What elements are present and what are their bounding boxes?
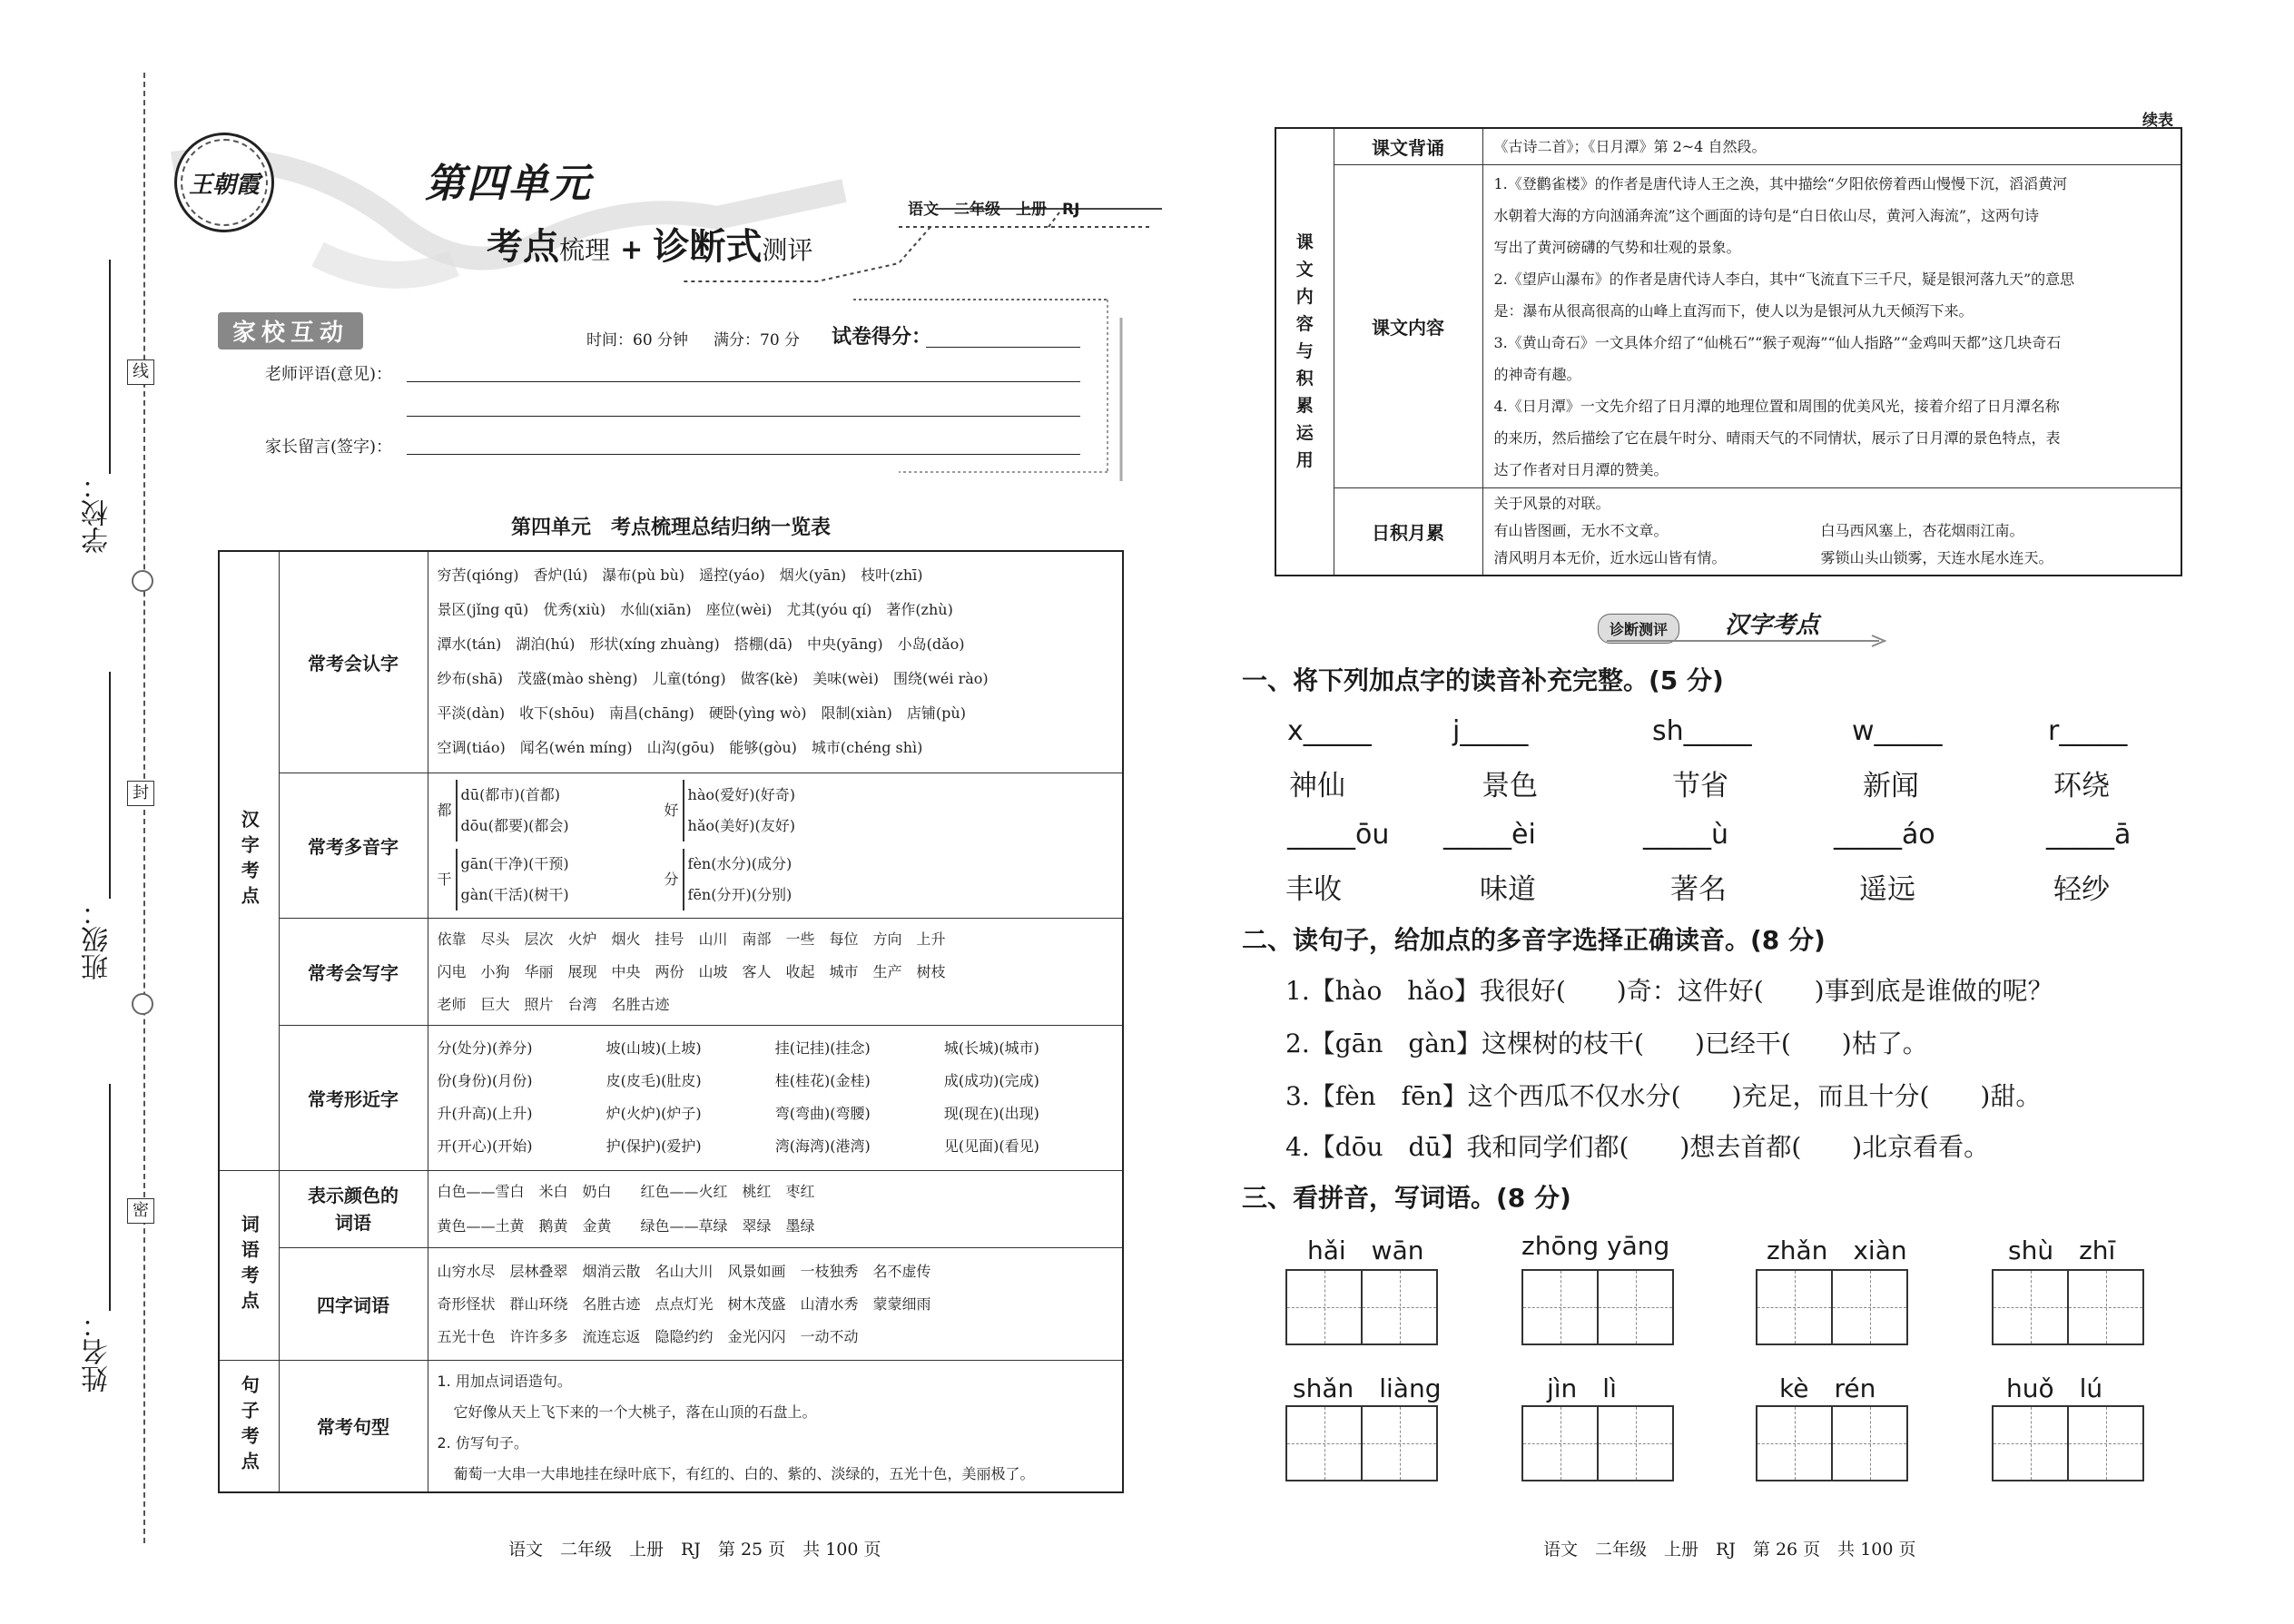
word: 著名: [1670, 873, 1727, 906]
pinyin-label: shǎn liàng: [1293, 1373, 1442, 1403]
list-item: 2. 仿写句子。: [437, 1433, 528, 1452]
continued-label: 续表: [2142, 112, 2173, 130]
list-item: 份(身份)(月份): [437, 1072, 533, 1089]
list-item: 写出了黄河磅礴的气势和壮观的景象。: [1493, 238, 1741, 256]
q2-sentence[interactable]: 2.【gān gàn】这棵树的枝干( )已经干( )枯了。: [1285, 1029, 1928, 1058]
list-item: 湾(海湾)(港湾): [774, 1137, 871, 1155]
answer-blank[interactable]: _____áo: [1834, 819, 1935, 851]
xingjin-label: 常考形近字: [279, 1025, 428, 1170]
question-1: 一、将下列加点字的读音补充完整。(5 分): [1242, 665, 1724, 695]
section-arrow-icon: [1607, 632, 1897, 650]
pinyin-label: shù zhī: [2008, 1235, 2116, 1265]
list-item: 1.《登鹳雀楼》的作者是唐代诗人王之涣，其中描绘“夕阳依傍着西山慢慢下沉，滔滔黄河: [1493, 174, 2067, 192]
renshi-content: [428, 551, 1123, 773]
list-item: 4.《日月潭》一文先介绍了日月潭的地理位置和周围的优美风光，接着介绍了日月潭名称: [1493, 397, 2060, 415]
list-item: 平淡(dàn) 收下(shōu) 南昌(chāng) 硬卧(yìng wò) 限制(xiàn) 店铺(pù): [437, 704, 966, 723]
q2-sentence[interactable]: 3.【fèn fēn】这个西瓜不仅水分( )充足，而且十分( )甜。: [1285, 1081, 2042, 1111]
list-item: 2.《望庐山瀑布》的作者是唐代诗人李白，其中“飞流直下三千尺，疑是银河落九天”的意思: [1493, 270, 2075, 288]
list-item: 分(处分)(养分): [437, 1039, 533, 1057]
renshi-label: 常考会认字: [279, 551, 428, 773]
list-item: 1. 用加点词语造句。: [437, 1372, 572, 1390]
pinyin-label: hǎi wān: [1307, 1235, 1424, 1265]
page-subtitle: [487, 218, 812, 270]
teacher-comment-line[interactable]: [407, 416, 1080, 417]
jiaxiao-banner: 家校互动: [218, 312, 363, 349]
unit-title: 第四单元: [425, 161, 592, 207]
pinyin-label: huǒ lú: [2006, 1373, 2103, 1403]
word: 轻纱: [2053, 873, 2110, 906]
school-write-line[interactable]: [109, 260, 111, 474]
subtitle-shuli: 梳理: [559, 235, 611, 265]
subtitle-plus: +: [620, 234, 644, 266]
q2-sentence[interactable]: 1.【hào hǎo】我很好( )奇：这件好( )事到底是谁做的呢？: [1285, 976, 2053, 1006]
binding-hole: [132, 570, 153, 592]
writing-grid[interactable]: [1521, 1269, 1674, 1345]
question-3: 三、看拼音，写词语。(8 分): [1242, 1183, 1571, 1213]
list-item: 老师 巨大 照片 台湾 名胜古迹: [437, 996, 670, 1013]
duoyin-group: 分 fèn(水分)(成分) fēn(分开)(分别): [665, 849, 891, 910]
school-label: 学校：: [82, 472, 113, 554]
writing-grid[interactable]: [1756, 1269, 1908, 1345]
binding-mark-line: 线: [127, 359, 154, 385]
list-item: 达了作者对日月潭的赞美。: [1493, 460, 1669, 478]
list-item: 现(现在)(出现): [943, 1105, 1039, 1122]
parent-message-line[interactable]: [407, 454, 1080, 455]
name-label: 姓名：: [82, 1311, 113, 1393]
teacher-comment-line[interactable]: [407, 381, 1080, 382]
list-item: 纱布(shā) 茂盛(mào shèng) 儿童(tóng) 做客(kè) 美味(wèi) 围绕(wéi rào): [437, 670, 989, 688]
yanse-label: 表示颜色的词语: [279, 1170, 428, 1247]
word: 丰收: [1285, 873, 1342, 906]
list-item: 成(成功)(完成): [943, 1072, 1039, 1089]
q2-sentence[interactable]: 4.【dōu dū】我和同学们都( )想去首都( )北京看看。: [1285, 1132, 1990, 1162]
list-item: 是：瀑布从很高很高的山峰上直泻而下，使人以为是银河从九天倾泻下来。: [1493, 301, 1974, 320]
list-item: 山穷水尽 层林叠翠 烟消云散 名山大川 风景如画 一枝独秀 名不虚传: [437, 1263, 931, 1280]
duoyin-content: [428, 773, 1123, 918]
diagnosis-tag: 诊断测评: [1598, 614, 1679, 644]
couplet: 白马西风塞上，杏花烟雨江南。: [1820, 522, 2024, 540]
list-item: 桂(桂花)(金桂): [774, 1072, 871, 1089]
beisong-label: 课文背诵: [1334, 128, 1482, 165]
list-item: 葡萄一大串一大串地挂在绿叶底下，有红的、白的、紫的、淡绿的，五光十色，美丽极了。: [453, 1464, 1035, 1482]
list-item: 的来历，然后描绘了它在晨午时分、晴雨天气的不同情状，展示了日月潭的景色特点，表: [1493, 428, 2061, 447]
list-item: 闪电 小狗 华丽 展现 中央 两份 山坡 客人 收起 城市 生产 树枝: [437, 963, 946, 980]
list-item: 城(长城)(城市): [943, 1039, 1039, 1057]
list-item: 3.《黄山奇石》一文具体介绍了“仙桃石”“猴子观海”“仙人指路”“金鸡叫天都”这几块奇石: [1493, 333, 2062, 351]
exam-fullscore: 满分：70 分: [714, 331, 801, 349]
juxing-label: 常考句型: [279, 1360, 428, 1492]
binding-hole: [132, 993, 153, 1015]
list-item: 白色——雪白 米白 奶白 红色——火红 桃红 枣红: [437, 1182, 815, 1200]
header-decoration: [154, 109, 1171, 490]
duoyin-label: 常考多音字: [279, 773, 428, 918]
neirong-label: 课文内容: [1334, 165, 1482, 488]
list-item: 弯(弯曲)(弯腰): [774, 1105, 871, 1122]
exam-score-label: 试卷得分：: [832, 326, 932, 349]
writing-grid[interactable]: [1992, 1405, 2144, 1481]
list-item: 奇形怪状 群山环绕 名胜古迹 点点灯光 树木茂盛 山清水秀 蒙蒙细雨: [437, 1295, 931, 1313]
list-item: 炉(火炉)(炉子): [605, 1105, 702, 1122]
answer-blank[interactable]: w_____: [1852, 715, 1943, 747]
couplet: 清风明月本无价，近水远山皆有情。: [1493, 549, 1727, 567]
list-item: 空调(tiáo) 闻名(wén míng) 山沟(gōu) 能够(gòu) 城市(chéng shì): [437, 739, 923, 757]
duoyin-group: 干 gān(干净)(干预) gàn(干活)(树干): [438, 849, 665, 910]
sizi-content: [428, 1247, 1123, 1360]
category-kewen: 课文内容与积累运用: [1275, 128, 1334, 576]
list-item: 护(保护)(爱护): [605, 1137, 702, 1155]
list-item: 升(升高)(上升): [437, 1105, 533, 1122]
answer-blank[interactable]: j_____: [1452, 715, 1529, 747]
rjyl-head: 关于风景的对联。: [1493, 495, 1610, 513]
pinyin-label: zhōng yāng: [1521, 1231, 1670, 1261]
brand-logo: [174, 133, 274, 232]
word: 环绕: [2053, 770, 2110, 802]
binding-dashed-line: [143, 73, 145, 1543]
duoyin-group: 都 dū(都市)(首都) dōu(都要)(都会): [438, 780, 665, 842]
word: 景色: [1482, 770, 1538, 802]
class-label: 班级：: [82, 899, 113, 980]
class-write-line[interactable]: [109, 672, 111, 899]
sizi-label: 四字词语: [279, 1247, 428, 1360]
list-item: 穷苦(qióng) 香炉(lú) 瀑布(pù bù) 遥控(yáo) 烟火(yān) 枝叶(zhī): [437, 566, 923, 585]
list-item: 黄色——土黄 鹅黄 金黄 绿色——草绿 翠绿 墨绿: [437, 1216, 815, 1235]
neirong-content: [1482, 165, 2181, 488]
footer-right: 语文 二年级 上册 RJ 第 26 页 共 100 页: [1543, 1540, 1916, 1560]
summary-title: 第四单元 考点梳理总结归纳一览表: [510, 517, 831, 539]
rjyl-label: 日积月累: [1334, 488, 1482, 576]
category-juzi: 句子考点: [219, 1360, 279, 1492]
writing-grid[interactable]: [1285, 1405, 1438, 1481]
juxing-content: [428, 1360, 1123, 1492]
footer-left: 语文 二年级 上册 RJ 第 25 页 共 100 页: [508, 1540, 881, 1560]
exam-score-line[interactable]: [926, 347, 1080, 348]
brand-logo-text: 王朝霞: [188, 172, 260, 199]
rjyl-content: [1482, 488, 2181, 576]
word: 节省: [1672, 770, 1728, 802]
answer-blank[interactable]: _____ù: [1643, 819, 1729, 851]
list-item: 挂(记挂)(挂念): [774, 1039, 871, 1057]
teacher-comment-label: 老师评语(意见)：: [265, 365, 393, 384]
writing-grid[interactable]: [1285, 1269, 1438, 1345]
word: 新闻: [1863, 770, 1919, 802]
list-item: 景区(jǐng qū) 优秀(xiù) 水仙(xiān) 座位(wèi) 尤其(yóu qí) 著作(zhù): [437, 601, 953, 619]
course-info: 语文 二年级 上册 RJ: [908, 201, 1080, 219]
answer-blank[interactable]: sh_____: [1652, 715, 1752, 747]
binding-mark-secret: 密: [127, 1198, 154, 1224]
list-item: 皮(皮毛)(肚皮): [605, 1072, 702, 1089]
pinyin-label: zhǎn xiàn: [1767, 1235, 1907, 1265]
list-item: 水朝着大海的方向汹涌奔流”这个画面的诗句是“白日依山尽，黄河入海流”，这两句诗: [1493, 206, 2040, 224]
parent-message-label: 家长留言(签字)：: [265, 438, 393, 457]
writing-grid[interactable]: [1521, 1405, 1674, 1481]
word: 味道: [1480, 873, 1536, 906]
question-2: 二、读句子，给加点的多音字选择正确读音。(8 分): [1242, 925, 1826, 955]
beisong-content: 《古诗二首》；《日月潭》第 2~4 自然段。: [1482, 128, 2181, 165]
couplet: 雾锁山头山锁雾，天连水尾水连天。: [1820, 549, 2053, 567]
pinyin-label: kè rén: [1779, 1373, 1876, 1403]
writing-grid[interactable]: [1992, 1269, 2144, 1345]
xiezi-label: 常考会写字: [279, 918, 428, 1025]
duoyin-group: 好 hào(爱好)(好奇) hǎo(美好)(友好): [665, 780, 891, 842]
list-item: 开(开心)(开始): [437, 1137, 533, 1155]
yanse-content: [428, 1170, 1123, 1247]
pinyin-label: jìn lì: [1547, 1373, 1617, 1403]
continued-table: [1275, 127, 2182, 576]
binding-mark-seal: 封: [127, 781, 154, 806]
answer-blank[interactable]: x_____: [1287, 715, 1372, 747]
list-item: 潭水(tán) 湖泊(hú) 形状(xíng zhuàng) 搭棚(dā) 中央(yāng) 小岛(dǎo): [437, 635, 965, 654]
exam-time: 时间：60 分钟: [586, 331, 689, 349]
answer-blank[interactable]: _____ā: [2046, 819, 2132, 851]
category-ciyu: 词语考点: [219, 1170, 279, 1360]
answer-blank[interactable]: _____èi: [1443, 819, 1536, 851]
name-write-line[interactable]: [109, 1084, 111, 1311]
xingjin-content: [428, 1025, 1123, 1170]
word: 神仙: [1289, 770, 1345, 802]
list-item: 依靠 尽头 层次 火炉 烟火 挂号 山川 南部 一些 每位 方向 上升: [437, 930, 946, 948]
answer-blank[interactable]: _____ōu: [1287, 819, 1390, 851]
list-item: 坡(山坡)(上坡): [605, 1039, 702, 1057]
list-item: 见(见面)(看见): [943, 1137, 1039, 1155]
list-item: 它好像从天上飞下来的一个大桃子，落在山顶的石盘上。: [453, 1403, 817, 1421]
category-hanzi: 汉字考点: [219, 551, 279, 1170]
word: 遥远: [1859, 873, 1915, 906]
summary-table: [218, 550, 1124, 1493]
subtitle-ceping: 测评: [762, 235, 813, 265]
writing-grid[interactable]: [1756, 1405, 1908, 1481]
section-title: 汉字考点: [1725, 612, 1820, 639]
subtitle-kaodian: 考点: [487, 226, 559, 268]
list-item: 五光十色 许许多多 流连忘返 隐隐约约 金光闪闪 一动不动: [437, 1328, 859, 1345]
couplet: 有山皆图画，无水不文章。: [1493, 522, 1669, 540]
xiezi-content: [428, 918, 1123, 1025]
list-item: 的神奇有趣。: [1493, 365, 1581, 383]
answer-blank[interactable]: r_____: [2048, 715, 2128, 747]
subtitle-zhenduanshi: 诊断式: [653, 226, 763, 268]
